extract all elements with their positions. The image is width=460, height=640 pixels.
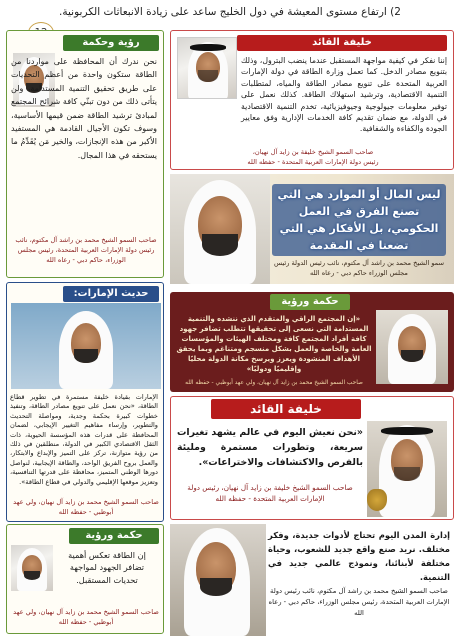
banner-quote-caption: سمو الشيخ محمد بن راشد آل مكتوم، نائب رئيس الدولة رئيس مجلس الوزراء حاكم دبي - رعاه الله [273, 259, 444, 277]
banner-quote-text: ليس المال أو الموارد هي التي تصنع الفرق في العمل الحكومي، بل الأفكار هي التي تضعنا في المقدمة [272, 184, 446, 256]
khalifa-mid-panel [170, 396, 454, 520]
wisdom-top-title: رؤية وحكمة [63, 35, 159, 51]
mbr-banner-portrait [170, 174, 270, 284]
wisdom-mid-panel [170, 292, 454, 392]
khalifa-top-caption-2: رئيس دولة الإمارات العربية المتحدة - حفظه الله [247, 158, 379, 166]
page-header: 2) ارتفاع مستوى المعيشة في دول الخليج ساعد على زيادة الانبعاثات الكربونية. [59, 6, 401, 18]
emirates-talk-caption: صاحب السمو الشيخ محمد بن زايد آل نهيان، ولي عهد أبوظبي - حفظه الله [13, 498, 159, 516]
wisdom-top-caption: صاحب السمو الشيخ محمد بن راشد آل مكتوم، نائب رئيس دولة الإمارات العربية المتحدة، رئيس مجلس الوزراء، حاكم دبي - رعاه الله [15, 236, 157, 264]
emirates-talk-title: حديث الإمارات: [63, 286, 159, 302]
khalifa-top-caption-1: صاحب السمو الشيخ خليفة بن زايد آل نهيان، [252, 148, 374, 156]
wisdom-bottom-panel [6, 524, 164, 634]
khalifa-mid-title: خليفة القائد [211, 399, 361, 419]
mbz-portrait-talk [11, 303, 161, 389]
bottom-text-body: إدارة المدن اليوم تحتاج لأدوات جديدة، وفكر مختلف. نريد صنع واقع جديد للشعوب، وحياة مختلفة لأبنائنا، ونموذج عالمي جديد في التنمية. [268, 530, 450, 582]
bottom-text-caption: صاحب السمو الشيخ محمد بن راشد آل مكتوم، نائب رئيس دولة الإمارات العربية المتحدة، رئيس مجلس الوزراء، حاكم دبي - رعاه الله [268, 587, 450, 617]
wisdom-bottom-body: إن الطاقة تعكس أهمية تضافر الجهود لمواجهة تحديات المستقبل. [68, 550, 146, 585]
mbz-portrait-bottom [11, 545, 53, 591]
wisdom-top-panel [6, 30, 164, 278]
emirates-talk-panel [6, 282, 164, 522]
bottom-text-panel [170, 524, 454, 636]
wisdom-top-body: نحن ندرك أن المحافظة على مواردنا من الطاقة ستكون واحدة من أعظم التحديات على طريق تحقيق التنمية المستدامة، ولن يتأتى ذلك من دون تبنّي كافة شرائح المجتمع لمبادئ ترشيد الطاقة ضمن قيمها الأساسية، وسوف تكون الأجيال القادمة هي المستفيد الأكبر من هذه الإنجازات، والخير مَن يُقَدِّمُ ما يستحقه في هذا المجال. [11, 57, 157, 160]
wisdom-bottom-caption: صاحب السمو الشيخ محمد بن زايد آل نهيان، ولي عهد أبوظبي - حفظه الله [13, 608, 159, 626]
emblem-falcon-icon [367, 489, 387, 511]
wisdom-bottom-title: حكمة ورؤية [69, 528, 159, 544]
khalifa-portrait [177, 37, 237, 99]
khalifa-top-body: إننا نفكر في كيفية مواجهة المستقبل عندما ينضب البترول، وذلك بتنويع مصادر الدخل. كما تعمل وزارة الطاقة في دولة الإمارات العربية المتحدة على تنويع مصادر الطاقة والمياه، لمتطلبات التنمية الاقتصادية، وترشيد استهلاك الطاقة. كذلك نعمل على توفير معلومات جيولوجية وجيوفيزيائية، تخدم التنمية الاقتصادية في الدولة، مع ضمان تقديم كافة الخدمات الإدارية وفق معايير الجودة والكفاءة والشفافية. [241, 56, 447, 134]
emirates-talk-body: الإمارات بقيادة خليفة مستمرة في تطوير قطاع الطاقة، «نحن نعمل على تنويع مصادر الطاقة، وتنفيذ خطوات كبيرة بحكمة وجدية، ومواصلة التحديث والتطوير، وإرساء مفاهيم التغيير الإيجابي، لضمان المحافظة على قدرات هذه المؤسسة الحيوية، ذات الثقل الاقتصادي الكبير في الدولة، منطلقين في ذلك من رؤية متوازنة، تركز على التميز والإبداع والابتكار، والعمل بروح الفريق الواحد، والطاقة الإيجابية، لنواصل دورها الوطني المتميز، محافظة على قدرتها التنافسية، وتعزيز موقعها الإقليمي والدولي في قطاع الطاقة». [10, 393, 158, 486]
khalifa-mid-caption: صاحب السمو الشيخ خليفة بن زايد آل نهيان، رئيس دولة الإمارات العربية المتحدة - حفظه الله [187, 483, 353, 503]
khalifa-mid-body: «نحن نعيش اليوم في عالم يشهد تغيرات سريعة، وتطورات مستمرة ومليئة بالفرص والاكتشافات والاختراعات». [177, 427, 363, 468]
wisdom-mid-caption: صاحب السمو الشيخ محمد بن زايد آل نهيان، ولي عهد أبوظبي - حفظه الله [185, 380, 363, 386]
wisdom-mid-title: حكمة ورؤية [270, 294, 350, 310]
khalifa-top-panel [170, 30, 454, 170]
wisdom-mid-quote: «إن المجتمع الراقي والمتقدم الذي ننشده والتنمية المستدامة التي نسعى إلى تحقيقها تتطلب تضافر جهود كافة أفراد المجتمع كافة ومختلف الهيئات والمؤسسات العامة والخاصة والعمل بشكل منسجم ومتناغم وبما يحقق الأهداف المنشودة ويعزز ويرسخ مكانة الدولة محليًا وإقليميًا ودوليًا» [176, 315, 372, 373]
mbz-portrait-mid [376, 310, 448, 384]
mbr-portrait-bottom [170, 524, 266, 636]
khalifa-top-title: خليفة القائد [237, 35, 447, 51]
banner-quote-panel [170, 174, 454, 284]
